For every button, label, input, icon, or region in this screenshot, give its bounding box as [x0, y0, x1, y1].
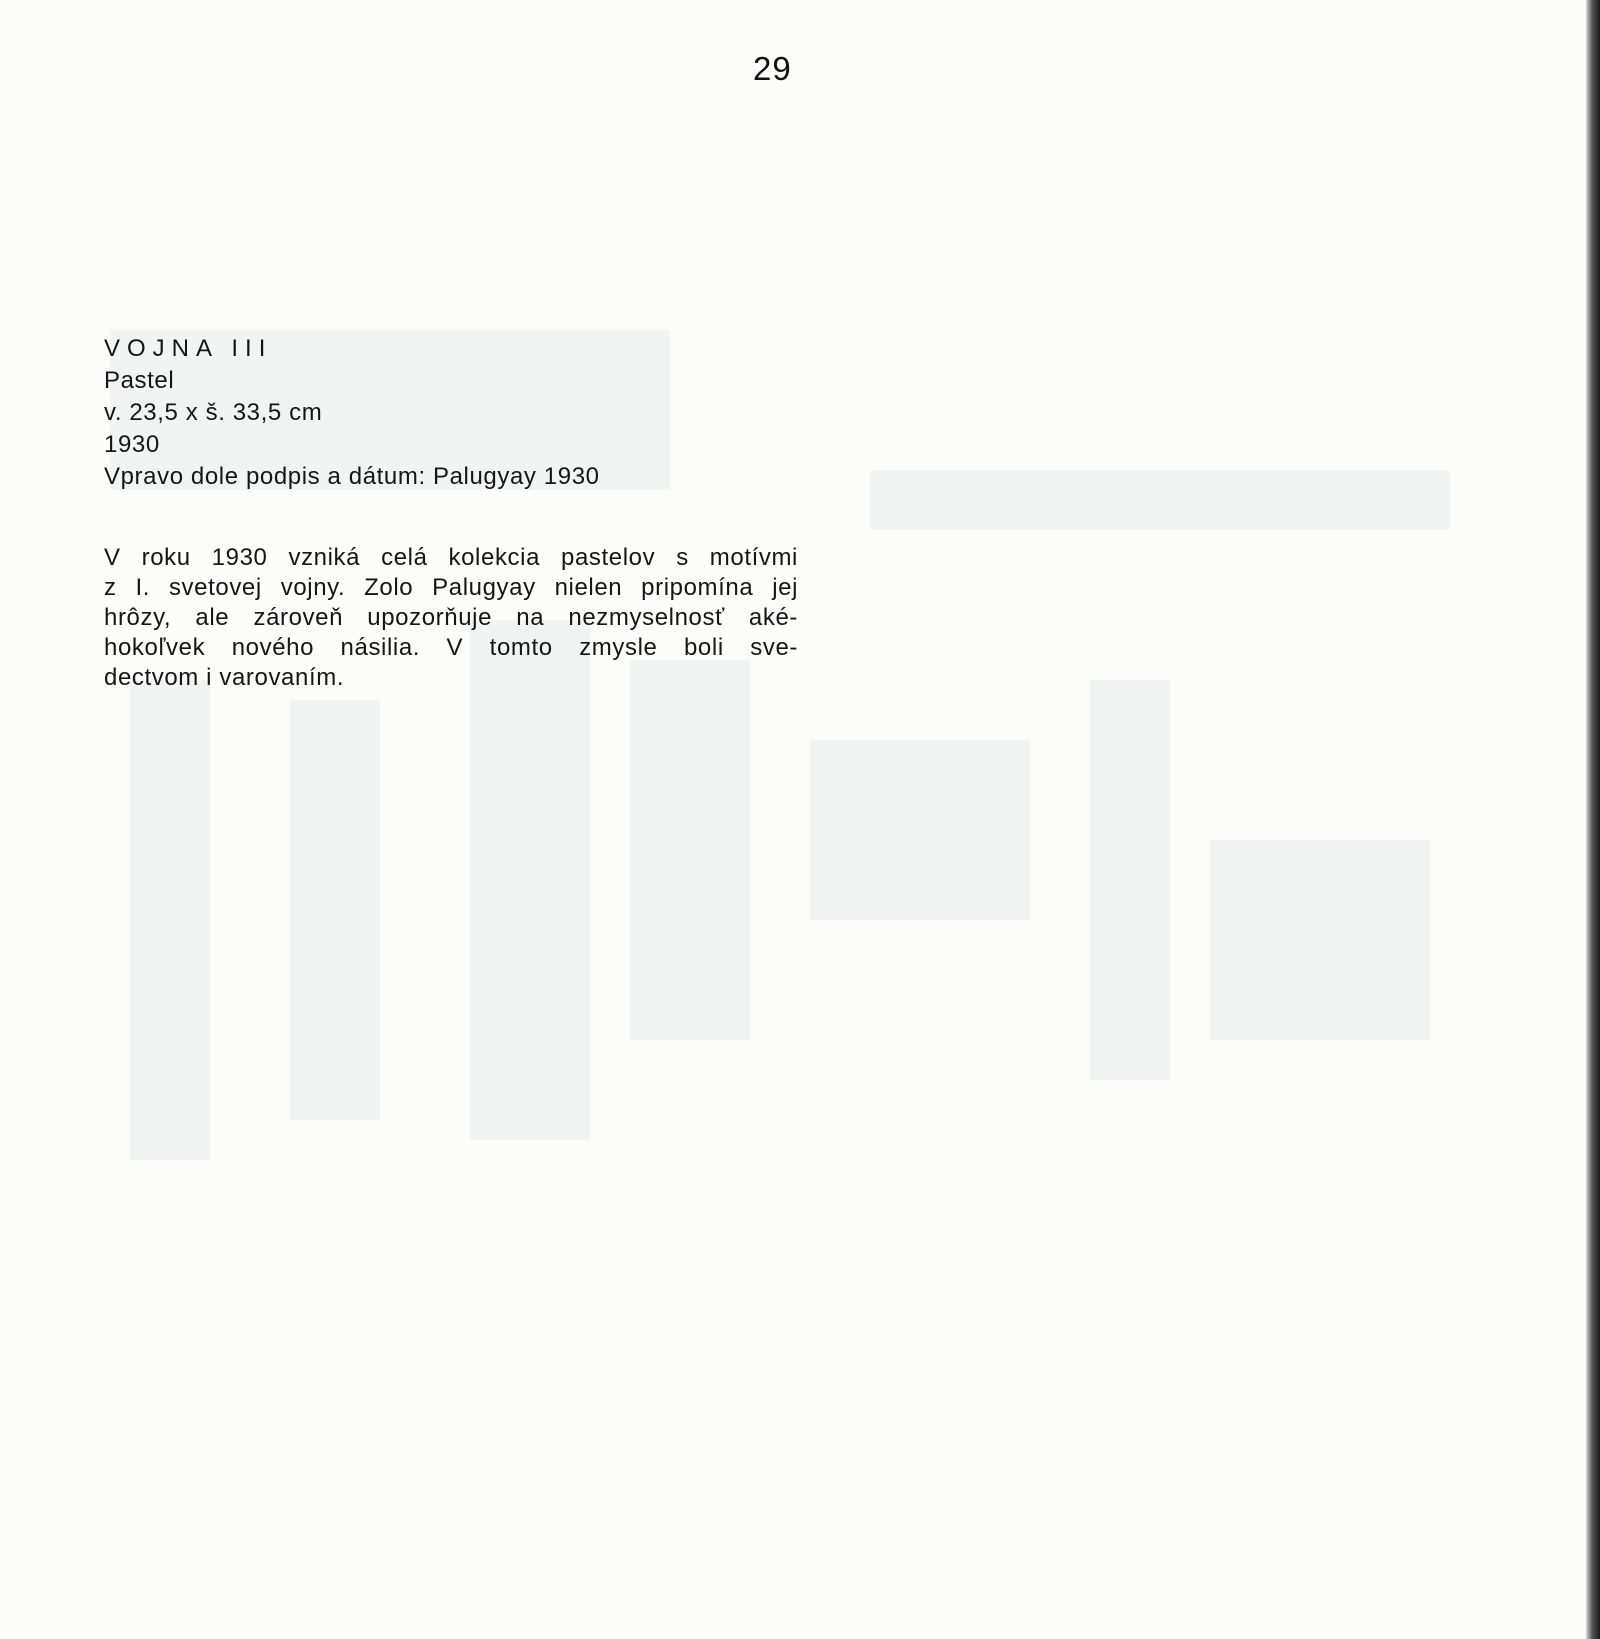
artwork-description: [104, 543, 798, 693]
artwork-dimensions: v. 23,5 x š. 33,5 cm: [104, 399, 323, 426]
artwork-medium: Pastel: [104, 367, 175, 394]
page-binding-edge: [1586, 0, 1600, 1639]
artwork-title: VOJNA III: [104, 335, 273, 362]
artwork-metadata: [104, 333, 600, 493]
artwork-signature-note: Vpravo dole podpis a dátum: Palugyay 1930: [104, 463, 600, 490]
description-line: V roku 1930 vzniká celá kolekcia pastelov s motívmi: [104, 544, 798, 571]
description-line: hokoľvek nového násilia. V tomto zmysle boli sve-: [104, 634, 798, 661]
artwork-year: 1930: [104, 431, 160, 458]
page-number: 29: [753, 50, 792, 87]
description-line: z I. svetovej vojny. Zolo Palugyay nielen pripomína jej: [104, 574, 798, 601]
description-line: hrôzy, ale zároveň upozorňuje na nezmyselnosť aké-: [104, 604, 798, 631]
description-line: dectvom i varovaním.: [104, 664, 345, 691]
